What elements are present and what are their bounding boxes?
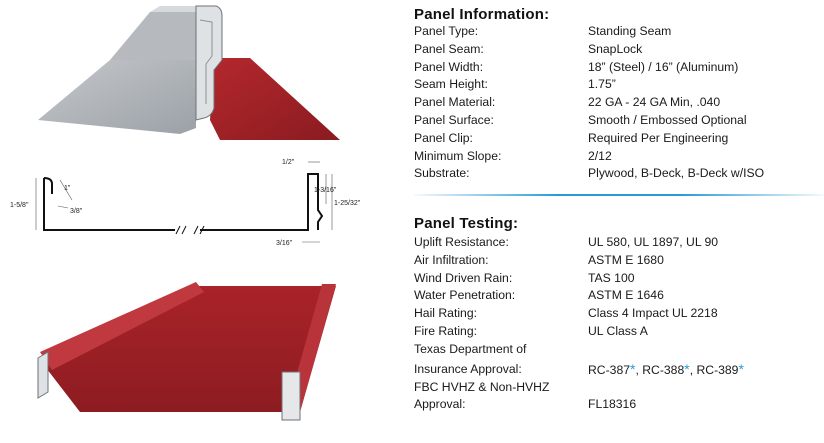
spec-label: Insurance Approval: — [414, 361, 522, 376]
asterisk-icon: * — [630, 360, 636, 377]
dim-3-16: 3/16" — [276, 240, 293, 247]
spec-value: Standing Seam — [588, 24, 672, 38]
spec-row — [414, 112, 814, 130]
dim-1-25-32: 1-25/32" — [334, 200, 361, 207]
red-panel-flat — [210, 58, 340, 140]
spec-value: Smooth / Embossed Optional — [588, 112, 747, 127]
spec-row — [414, 305, 814, 323]
spec-label: Panel Type: — [414, 24, 479, 38]
seam-3d-illustration — [0, 0, 400, 140]
separator: , — [635, 362, 643, 377]
panel-illustrations — [0, 0, 400, 443]
spec-row — [414, 130, 814, 148]
spec-value: 18” (Steel) / 16” (Aluminum) — [588, 59, 739, 74]
spec-value: TAS 100 — [588, 270, 635, 285]
profile-drawing — [0, 150, 400, 260]
dim-3-8: 3/8" — [70, 208, 83, 215]
spec-value: 22 GA - 24 GA Min, .040 — [588, 95, 721, 110]
spec-label: Approval: — [414, 397, 466, 412]
approval-code: RC-388 — [642, 362, 685, 377]
spec-label: Panel Clip: — [414, 130, 473, 145]
dim-1-5-8: 1-5/8" — [10, 202, 29, 209]
approval-code: RC-387 — [588, 362, 630, 377]
panel-information-title: Panel Information: — [414, 6, 550, 23]
spec-label: Seam Height: — [414, 77, 488, 92]
spec-value: 2/12 — [588, 148, 612, 163]
gray-panel-leg — [110, 12, 196, 60]
spec-row — [414, 59, 814, 77]
spec-value: Plywood, B-Deck, B-Deck w/ISO — [588, 166, 765, 181]
spec-row — [414, 234, 814, 252]
spec-row — [414, 23, 814, 41]
spec-label: Minimum Slope: — [414, 148, 502, 163]
spec-row — [414, 252, 814, 270]
spec-label: Fire Rating: — [414, 323, 477, 338]
spec-label: Substrate: — [414, 166, 470, 181]
spec-label: Panel Surface: — [414, 112, 494, 127]
spec-value: SnapLock — [588, 41, 643, 56]
spec-label: Panel Seam: — [414, 41, 484, 56]
spec-row — [414, 94, 814, 112]
spec-row-tdi — [414, 359, 814, 379]
spec-row — [414, 148, 814, 166]
spec-row — [414, 270, 814, 288]
spec-label: Panel Width: — [414, 59, 484, 74]
spec-row-fbc-2 — [414, 396, 814, 414]
panel-information-list — [414, 23, 814, 183]
approval-code: RC-389 — [696, 362, 739, 377]
separator: , — [689, 362, 697, 377]
spec-row — [414, 323, 814, 341]
spec-label: Texas Department of — [414, 341, 527, 356]
spec-value: ASTM E 1646 — [588, 288, 664, 303]
spec-row — [414, 341, 814, 359]
dim-1-2: 1/2" — [282, 159, 295, 166]
spec-row — [414, 41, 814, 59]
spec-row-fbc-1 — [414, 379, 814, 397]
section-divider — [414, 194, 824, 196]
spec-value: UL Class A — [588, 323, 648, 338]
spec-value-tdi — [588, 359, 744, 380]
panel-3d-illustration — [0, 272, 400, 442]
spec-row — [414, 165, 814, 183]
spec-value: UL 580, UL 1897, UL 90 — [588, 235, 719, 249]
spec-label: Air Infiltration: — [414, 252, 489, 267]
spec-label: Wind Driven Rain: — [414, 270, 513, 285]
dim-1: 1" — [64, 185, 71, 192]
spec-value: ASTM E 1680 — [588, 252, 664, 267]
spec-label: Hail Rating: — [414, 306, 477, 321]
spec-value: FL18316 — [588, 397, 637, 412]
dim-1-3-16: 1-3/16" — [314, 187, 337, 194]
spec-row — [414, 287, 814, 305]
spec-label: FBC HVHZ & Non-HVHZ — [414, 379, 550, 394]
spec-label: Water Penetration: — [414, 288, 516, 303]
spec-value: 1.75” — [588, 77, 616, 92]
spec-label: Uplift Resistance: — [414, 235, 509, 249]
panel-testing-title: Panel Testing: — [414, 215, 519, 232]
asterisk-icon: * — [738, 360, 744, 377]
spec-row — [414, 76, 814, 94]
profile-right-leg — [200, 174, 322, 230]
spec-value: Class 4 Impact UL 2218 — [588, 306, 718, 321]
spec-value: Required Per Engineering — [588, 130, 729, 145]
asterisk-icon: * — [684, 360, 690, 377]
spec-label: Panel Material: — [414, 95, 496, 110]
panel-end-profile — [282, 372, 300, 420]
panel-testing-list — [414, 234, 814, 414]
gray-panel-flat — [38, 60, 196, 134]
